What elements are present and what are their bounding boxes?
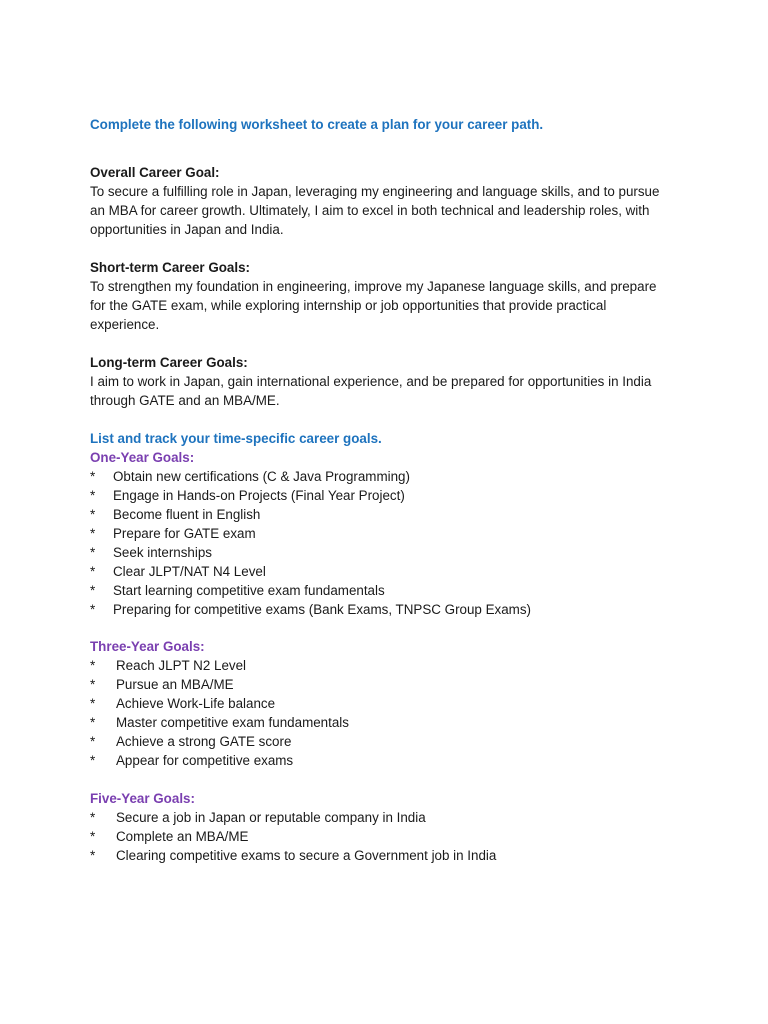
list-item: * Seek internships (90, 545, 212, 560)
one-year-goals-heading: One-Year Goals: (90, 450, 195, 465)
overall-line: opportunities in Japan and India. (90, 222, 284, 237)
short-term-goals-section (90, 258, 690, 334)
overall-line: an MBA for career growth. Ultimately, I aim to excel in both technical and leadership roles, with (90, 203, 650, 218)
bullet-icon: * (90, 564, 96, 579)
list-item: * Prepare for GATE exam (90, 526, 256, 541)
intro-text: Complete the following worksheet to create a plan for your career path. (90, 117, 544, 132)
list-item: * Complete an MBA/ME (90, 829, 249, 844)
bullet-icon: * (90, 507, 96, 522)
bullet-icon: * (90, 488, 96, 503)
five-year-goals-section (90, 789, 690, 865)
list-item: * Achieve a strong GATE score (90, 734, 292, 749)
bullet-icon: * (90, 677, 96, 692)
bullet-icon: * (90, 583, 96, 598)
bullet-icon: * (90, 734, 96, 749)
short-term-goals-text (90, 277, 690, 334)
list-item: * Reach JLPT N2 Level (90, 658, 247, 673)
long-term-goals-section (90, 353, 690, 410)
list-item: * Clear JLPT/NAT N4 Level (90, 564, 266, 579)
overall-line: To secure a fulfilling role in Japan, leveraging my engineering and language skills, and to pursue (90, 184, 660, 199)
list-item: * Clearing competitive exams to secure a Government job in India (90, 848, 497, 863)
three-year-goals-heading: Three-Year Goals: (90, 639, 205, 654)
list-item: * Become fluent in English (90, 507, 261, 522)
short-term-goals-heading: Short-term Career Goals: (90, 260, 250, 275)
list-item: * Start learning competitive exam fundamentals (90, 583, 385, 598)
bullet-icon: * (90, 602, 96, 617)
track-goals-heading: List and track your time-specific career goals. (90, 431, 382, 446)
overall-career-goal-heading: Overall Career Goal: (90, 165, 220, 180)
three-year-goals-section (90, 637, 690, 770)
long-term-goals-heading: Long-term Career Goals: (90, 355, 248, 370)
overall-career-goal-text (90, 182, 690, 239)
long-term-line: I aim to work in Japan, gain international experience, and be prepared for opportunities in India (90, 374, 652, 389)
list-item: * Master competitive exam fundamentals (90, 715, 349, 730)
list-item: * Appear for competitive exams (90, 753, 294, 768)
five-year-goals-heading: Five-Year Goals: (90, 791, 195, 806)
bullet-icon: * (90, 810, 96, 825)
bullet-icon: * (90, 715, 96, 730)
long-term-line: through GATE and an MBA/ME. (90, 393, 280, 408)
one-year-goals-list (90, 467, 690, 619)
bullet-icon: * (90, 696, 96, 711)
bullet-icon: * (90, 469, 96, 484)
short-term-line: experience. (90, 317, 160, 332)
short-term-line: for the GATE exam, while exploring internship or job opportunities that provide practical (90, 298, 607, 313)
list-item: * Obtain new certifications (C & Java Programming) (90, 469, 410, 484)
list-item: * Pursue an MBA/ME (90, 677, 234, 692)
list-item: * Engage in Hands-on Projects (Final Year Project) (90, 488, 405, 503)
five-year-goals-list (90, 808, 690, 865)
one-year-goals-section (90, 448, 690, 619)
bullet-icon: * (90, 545, 96, 560)
bullet-icon: * (90, 526, 96, 541)
overall-career-goal-section (90, 163, 690, 239)
three-year-goals-list (90, 656, 690, 770)
long-term-goals-text (90, 372, 690, 410)
list-item: * Achieve Work-Life balance (90, 696, 276, 711)
list-item: * Secure a job in Japan or reputable company in India (90, 810, 426, 825)
list-item: * Preparing for competitive exams (Bank Exams, TNPSC Group Exams) (90, 602, 531, 617)
bullet-icon: * (90, 658, 96, 673)
bullet-icon: * (90, 829, 96, 844)
bullet-icon: * (90, 848, 96, 863)
short-term-line: To strengthen my foundation in engineering, improve my Japanese language skills, and prepare (90, 279, 657, 294)
bullet-icon: * (90, 753, 96, 768)
